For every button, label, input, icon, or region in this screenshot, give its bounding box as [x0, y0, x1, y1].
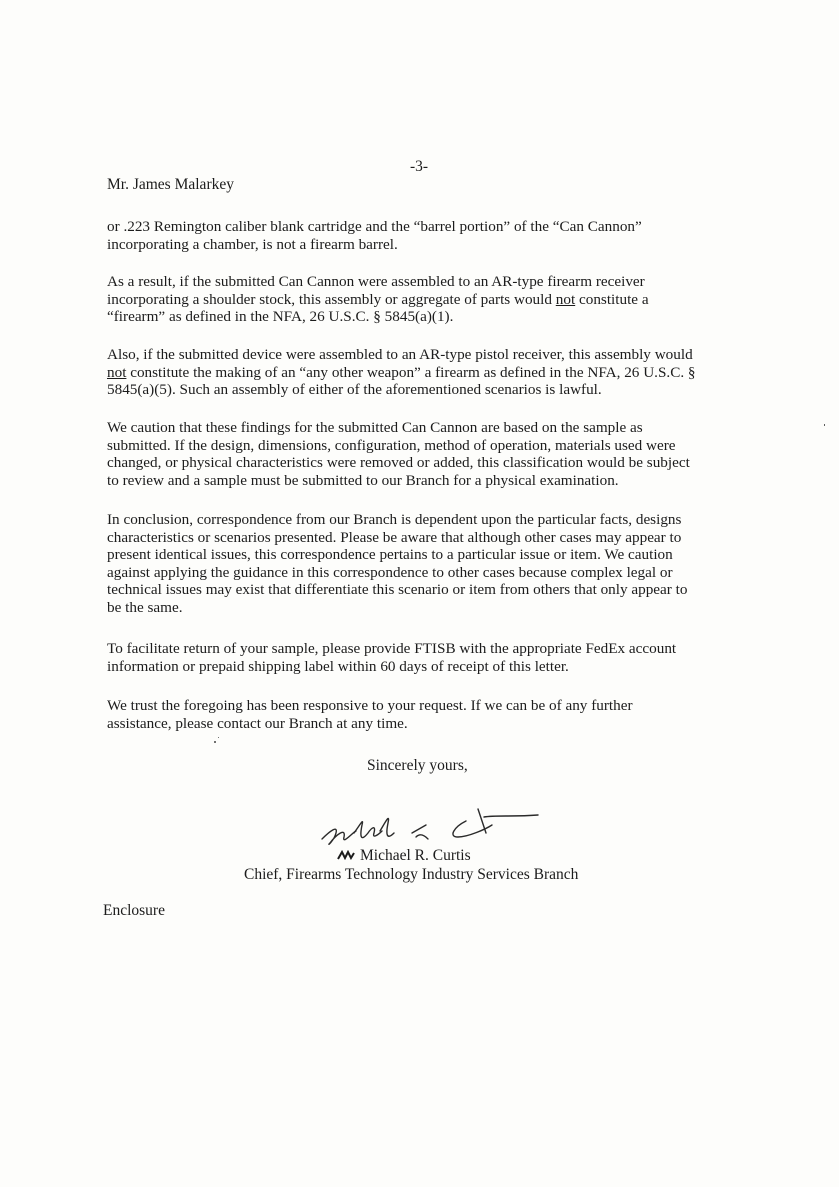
text-line: Also, if the submitted device were assembled to an AR-type pistol receiver, this assembly would	[107, 346, 693, 363]
text-line: to review and a sample must be submitted to our Branch for a physical examination.	[107, 471, 619, 489]
text-line: We trust the foregoing has been responsive to your request. If we can be of any further	[107, 697, 633, 714]
enclosure-note: Enclosure	[103, 902, 165, 919]
text-line-with-emphasis	[107, 291, 732, 309]
text-line-with-emphasis	[107, 364, 732, 382]
text-line: be the same.	[107, 598, 183, 616]
underlined-not: not	[107, 363, 127, 381]
text-line: “firearm” as defined in the NFA, 26 U.S.C. § 5845(a)(1).	[107, 308, 454, 326]
signer-name: Michael R. Curtis	[360, 847, 471, 864]
paragraph-conclusion	[107, 511, 732, 617]
text-line: technical issues may exist that differentiate this scenario or item from others that only appear to	[107, 581, 688, 599]
signature-initials-mark	[337, 850, 355, 860]
signer-title: Chief, Firearms Technology Industry Services Branch	[244, 866, 579, 883]
text-line: incorporating a chamber, is not a firearm barrel.	[107, 235, 398, 253]
underlined-not: not	[555, 290, 576, 308]
text-line: against applying the guidance in this correspondence to other cases because complex legal or	[107, 563, 673, 581]
text-line: present identical issues, this correspondence pertains to a particular issue or item. We caution	[107, 546, 673, 564]
text-line: submitted. If the design, dimensions, configuration, method of operation, materials used were	[107, 436, 676, 454]
page-number: -3-	[410, 158, 429, 175]
text-line: changed, or physical characteristics were removed or added, this classification would be subject	[107, 454, 690, 472]
paragraph-firearm-receiver	[107, 273, 732, 326]
addressee: Mr. James Malarkey	[107, 176, 234, 193]
text-segment: incorporating a shoulder stock, this assembly or aggregate of parts would	[107, 290, 556, 308]
text-line: We caution that these findings for the submitted Can Cannon are based on the sample as	[107, 419, 643, 436]
text-segment: constitute the making of an “any other weapon” a firearm as defined in the NFA, 26 U.S.C. §	[126, 363, 696, 381]
scan-speck	[218, 737, 219, 738]
text-line: characteristics or scenarios presented. Please be aware that although other cases may appear to	[107, 528, 682, 546]
scan-speck	[824, 424, 825, 426]
paragraph-pistol-receiver	[107, 346, 732, 399]
text-line: or .223 Remington caliber blank cartridge and the “barrel portion” of the “Can Cannon”	[107, 218, 642, 235]
paragraph-trust	[107, 697, 732, 732]
closing: Sincerely yours,	[367, 757, 468, 774]
scan-speck	[214, 741, 216, 743]
text-line: As a result, if the submitted Can Cannon were assembled to an AR-type firearm receiver	[107, 273, 645, 290]
text-line: To facilitate return of your sample, please provide FTISB with the appropriate FedEx account	[107, 640, 677, 657]
text-line: information or prepaid shipping label within 60 days of receipt of this letter.	[107, 657, 569, 675]
text-segment: constitute a	[575, 290, 649, 308]
paragraph-caution	[107, 419, 732, 489]
handwritten-signature	[316, 803, 556, 853]
paragraph-return-sample	[107, 640, 732, 675]
paragraph-barrel	[107, 218, 732, 253]
text-line: assistance, please contact our Branch at any time.	[107, 714, 408, 732]
text-line: In conclusion, correspondence from our Branch is dependent upon the particular facts, designs	[107, 511, 682, 528]
text-line: 5845(a)(5). Such an assembly of either of the aforementioned scenarios is lawful.	[107, 381, 602, 399]
